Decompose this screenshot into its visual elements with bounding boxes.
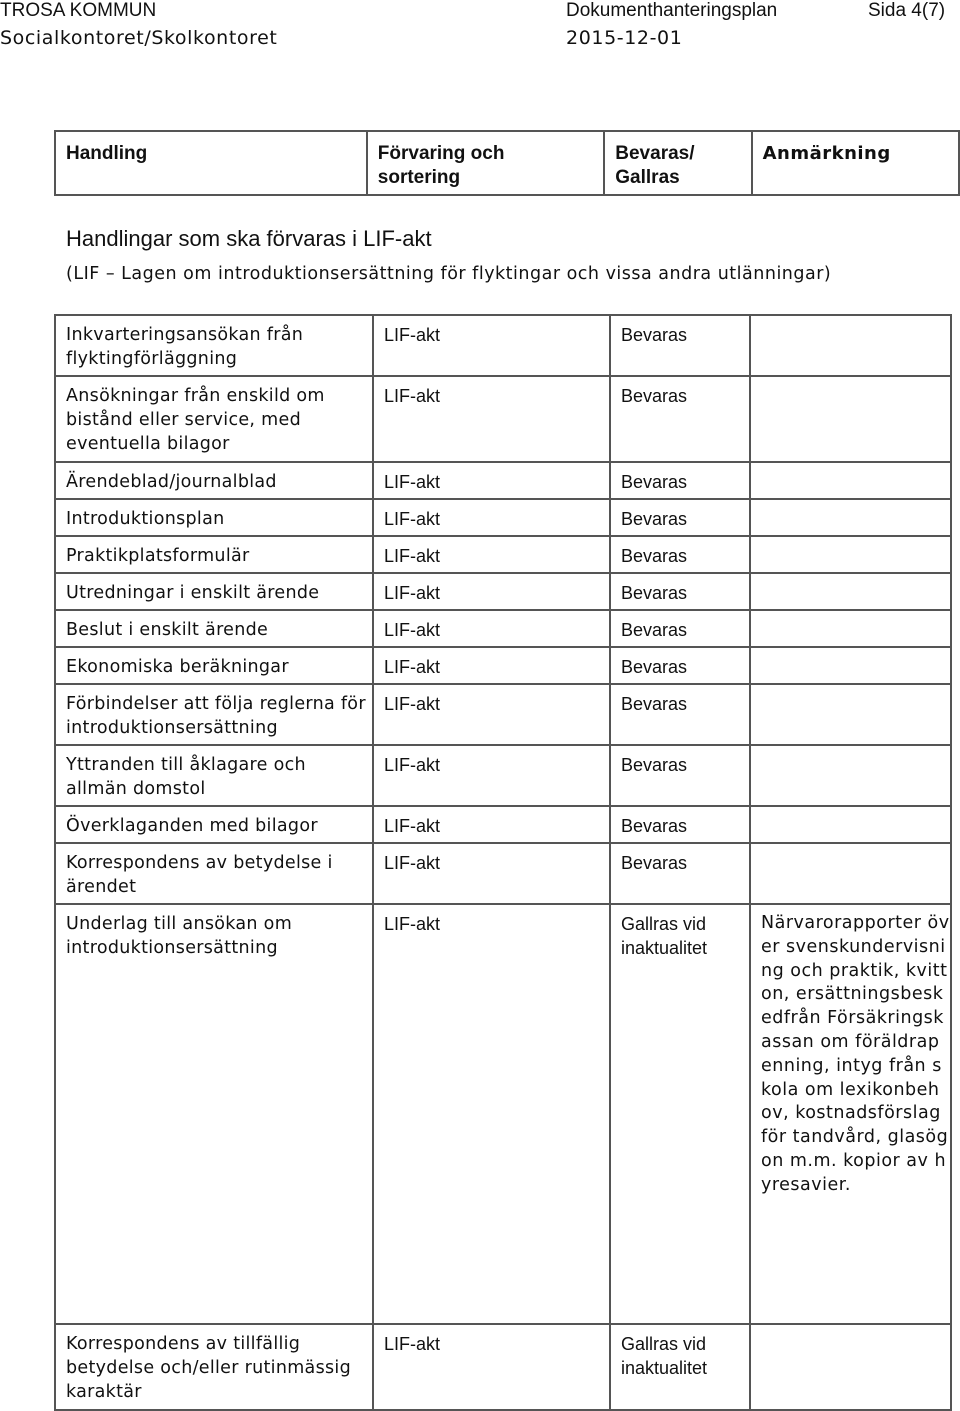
cell-forvaring: LIF-akt xyxy=(373,806,610,843)
table-row xyxy=(55,843,951,904)
cell-forvaring: LIF-akt xyxy=(373,843,610,904)
cell-handling: Ansökningar från enskild om bistånd eller service, med eventuella bilagor xyxy=(55,376,373,462)
cell-bevaras: Bevaras xyxy=(610,376,750,462)
cell-anmarkning xyxy=(750,745,951,806)
section-title: Handlingar som ska förvaras i LIF-akt xyxy=(66,226,432,251)
table-row xyxy=(55,376,951,462)
table-row xyxy=(55,684,951,745)
cell-bevaras: Bevaras xyxy=(610,684,750,745)
document-title: Dokumenthanteringsplan xyxy=(566,0,778,21)
cell-anmarkning xyxy=(750,1324,951,1410)
cell-forvaring: LIF-akt xyxy=(373,573,610,610)
cell-handling: Yttranden till åklagare och allmän domstol xyxy=(55,745,373,806)
table-row xyxy=(55,610,951,647)
cell-bevaras: Bevaras xyxy=(610,499,750,536)
table-row xyxy=(55,647,951,684)
cell-anmarkning xyxy=(750,806,951,843)
table-row xyxy=(55,806,951,843)
cell-forvaring: LIF-akt xyxy=(373,610,610,647)
cell-handling: Inkvarteringsansökan från flyktingförläggning xyxy=(55,315,373,376)
cell-handling: Underlag till ansökan om introduktionsersättning xyxy=(55,904,373,1324)
cell-bevaras: Bevaras xyxy=(610,573,750,610)
cell-forvaring: LIF-akt xyxy=(373,536,610,573)
cell-anmarkning xyxy=(750,647,951,684)
cell-forvaring: LIF-akt xyxy=(373,647,610,684)
cell-anmarkning xyxy=(750,610,951,647)
cell-handling: Praktikplatsformulär xyxy=(55,536,373,573)
table-row xyxy=(55,1324,951,1410)
col-header-forvaring: Förvaring och sortering xyxy=(367,131,605,195)
table-row xyxy=(55,904,951,1324)
cell-forvaring: LIF-akt xyxy=(373,462,610,499)
cell-handling: Utredningar i enskilt ärende xyxy=(55,573,373,610)
cell-bevaras: Bevaras xyxy=(610,806,750,843)
department: Socialkontoret/Skolkontoret xyxy=(0,27,278,49)
cell-anmarkning xyxy=(750,843,951,904)
cell-handling: Korrespondens av tillfällig betydelse och/eller rutinmässig karaktär xyxy=(55,1324,373,1410)
cell-anmarkning xyxy=(750,462,951,499)
cell-anmarkning xyxy=(750,499,951,536)
cell-forvaring: LIF-akt xyxy=(373,745,610,806)
cell-bevaras: Bevaras xyxy=(610,610,750,647)
cell-handling: Förbindelser att följa reglerna för introduktionsersättning xyxy=(55,684,373,745)
cell-forvaring: LIF-akt xyxy=(373,499,610,536)
cell-forvaring: LIF-akt xyxy=(373,684,610,745)
table-row xyxy=(55,573,951,610)
cell-bevaras: Bevaras xyxy=(610,536,750,573)
cell-bevaras: Bevaras xyxy=(610,745,750,806)
cell-handling: Introduktionsplan xyxy=(55,499,373,536)
cell-anmarkning xyxy=(750,536,951,573)
cell-forvaring: LIF-akt xyxy=(373,315,610,376)
page-number: Sida 4(7) xyxy=(868,0,946,21)
cell-handling: Ärendeblad/journalblad xyxy=(55,462,373,499)
cell-bevaras: Gallras vid inaktualitet xyxy=(610,1324,750,1410)
document-date: 2015-12-01 xyxy=(566,27,683,49)
cell-bevaras: Bevaras xyxy=(610,315,750,376)
cell-anmarkning xyxy=(750,376,951,462)
cell-forvaring: LIF-akt xyxy=(373,1324,610,1410)
cell-bevaras: Bevaras xyxy=(610,462,750,499)
section-subtitle: (LIF – Lagen om introduktionsersättning för flyktingar och vissa andra utlänningar) xyxy=(66,264,832,284)
cell-anmarkning xyxy=(750,315,951,376)
col-header-anmarkning: Anmärkning xyxy=(752,131,959,195)
org-name: TROSA KOMMUN xyxy=(0,0,157,21)
cell-handling: Korrespondens av betydelse i ärendet xyxy=(55,843,373,904)
cell-forvaring: LIF-akt xyxy=(373,904,610,1324)
table-row xyxy=(55,499,951,536)
table-row xyxy=(55,462,951,499)
cell-anmarkning xyxy=(750,684,951,745)
cell-anmarkning: Närvarorapporter över svenskundervisning och praktik, kvitton, ersättningsbeskedfrån Försäkringskassan om föräldrapenning, intyg från skola om lexikonbehov, kostnadsförslag för tandvård, glasögon m.m. kopior av hyresavier. xyxy=(750,904,951,1324)
column-header-table xyxy=(54,130,960,196)
cell-bevaras: Gallras vid inaktualitet xyxy=(610,904,750,1324)
table-row xyxy=(55,536,951,573)
col-header-bevaras: Bevaras/ Gallras xyxy=(604,131,751,195)
col-header-handling: Handling xyxy=(55,131,367,195)
cell-handling: Överklaganden med bilagor xyxy=(55,806,373,843)
document-table xyxy=(54,314,952,1411)
cell-bevaras: Bevaras xyxy=(610,647,750,684)
cell-anmarkning xyxy=(750,573,951,610)
cell-forvaring: LIF-akt xyxy=(373,376,610,462)
table-row xyxy=(55,745,951,806)
cell-handling: Beslut i enskilt ärende xyxy=(55,610,373,647)
cell-bevaras: Bevaras xyxy=(610,843,750,904)
table-row xyxy=(55,315,951,376)
cell-handling: Ekonomiska beräkningar xyxy=(55,647,373,684)
